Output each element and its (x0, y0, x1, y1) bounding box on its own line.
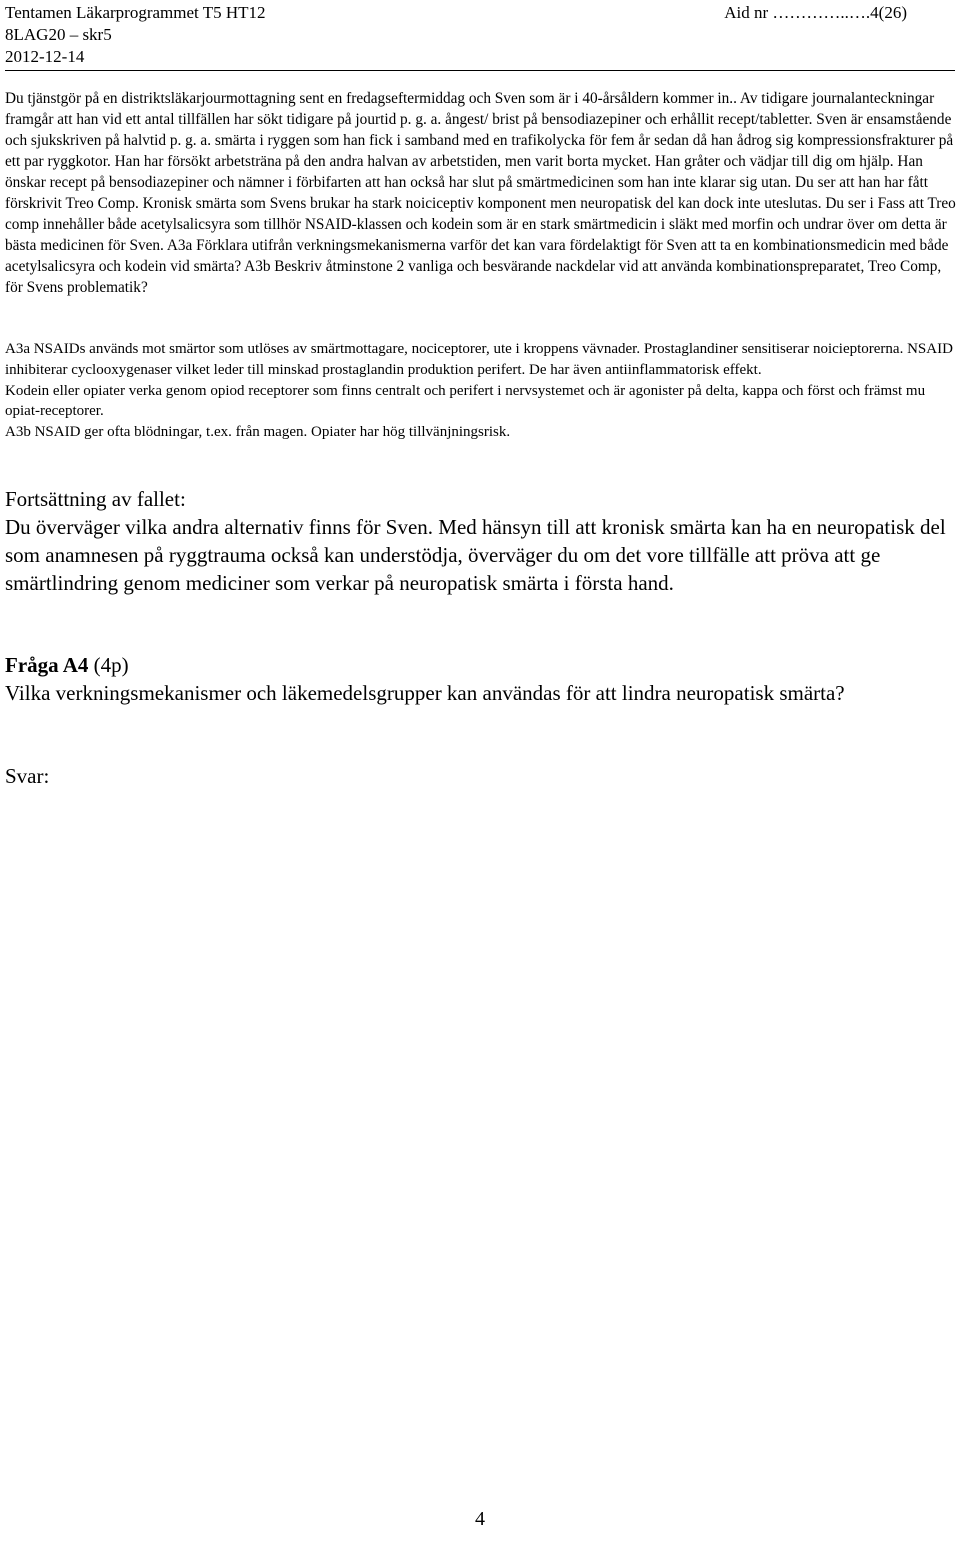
question-heading (5, 651, 957, 679)
exam-date: 2012-12-14 (5, 47, 85, 66)
answer-a3a-nsaid: A3a NSAIDs används mot smärtor som utlöses av smärtmottagare, nociceptorer, ute i kroppens vävnader. Prostaglandiner sensitiserar noicieptorerna. NSAID inhibiterar cyclooxygenaser vilket leder till minskad prostaglandin produktion perifert. De har även antiinflammatorisk effekt. (5, 341, 953, 378)
header-rule (5, 70, 955, 71)
answer-block (5, 339, 957, 443)
answer-a3a-opiates: Kodein eller opiater verka genom opiod receptorer som finns centralt och perifert i nervsystemet och är agonister på delta, kappa och först och främst mu opiat-receptorer. (5, 382, 926, 420)
question-text: Vilka verkningsmekanismer och läkemedelsgrupper kan användas för att lindra neuropatisk smärta? (5, 681, 845, 705)
page-number: 4 (475, 1508, 485, 1530)
case-continuation (5, 485, 957, 597)
answer-a3b: A3b NSAID ger ofta blödningar, t.ex. från magen. Opiater har hög tillvänjningsrisk. (5, 424, 511, 441)
page-header (5, 2, 955, 68)
continuation-heading: Fortsättning av fallet: (5, 487, 186, 511)
question-a4 (5, 651, 957, 707)
course-code: 8LAG20 – skr5 (5, 25, 112, 44)
question-label: Fråga A4 (5, 653, 89, 677)
aid-number: Aid nr …………..….4(26) (724, 3, 907, 22)
continuation-text: Du överväger vilka andra alternativ finns för Sven. Med hänsyn till att kronisk smärta kan ha en neuropatisk del som anamnesen på ryggtrauma också kan understödja, överväger du om det vore tillfälle att pröva att ge smärtlindring genom mediciner som verkar på neuropatisk smärta i första hand. (5, 515, 946, 595)
case-description: Du tjänstgör på en distriktsläkarjourmottagning sent en fredagseftermiddag och Sven som är i 40-årsåldern kommer in.. Av tidigare journalanteckningar framgår att han vid ett antal tillfällen har sökt tidigare på jourtid p. g. a. ångest/ brist på bensodiazepiner och erhållit recept/tabletter. Sven är ensamstående och sjukskriven på halvtid p. g. a. smärta i ryggen som han fick i samband med en trafikolycka för fem år sedan då han ådrog sig kompressionsfrakturer på ett par ryggkotor. Han har försökt arbetsträna på den andra halvan av arbetstiden, men varit borta mycket. Han gråter och vädjar till dig om hjälp. Han önskar recept på bensodiazepiner och nämner i förbifarten att han också har slut på smärtmedicinen som han inte klarar sig utan. Du ser att han har fått förskrivit Treo Comp. Kronisk smärta som Svens brukar ha stark noiciceptiv komponent men neuropatisk del kan dock inte uteslutas. Du ser i Fass att Treo comp innehåller både acetylsalicsyra som tillhör NSAID-klassen och kodein som är en stark smärtmedicin i släkt med morfin och undrar över om detta är bästa medicinen för Sven. A3a Förklara utifrån verkningsmekanismerna varför det kan vara fördelaktigt för Sven att ta en kombinationsmedicin med både acetylsalicsyra och kodein vid smärta? A3b Beskriv åtminstone 2 vanliga och besvärande nackdelar vid att använda kombinationspreparatet, Treo Comp, för Svens problematik? (5, 90, 956, 296)
exam-title: Tentamen Läkarprogrammet T5 HT12 (5, 3, 266, 22)
question-points: (4p) (88, 653, 129, 677)
answer-label: Svar: (5, 764, 50, 788)
